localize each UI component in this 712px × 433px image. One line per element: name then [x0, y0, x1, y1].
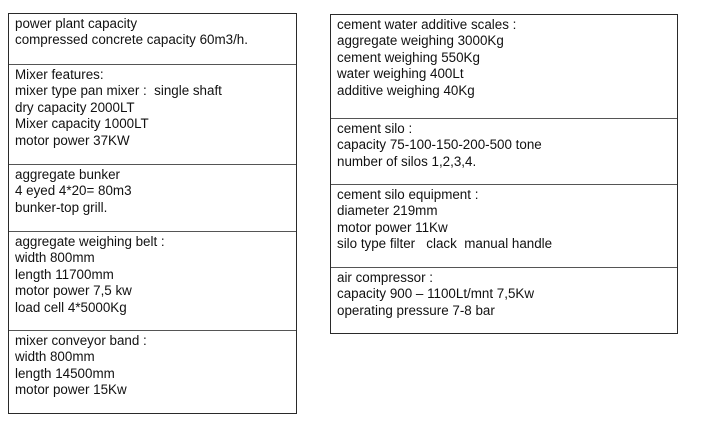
spec-line: operating pressure 7-8 bar	[337, 302, 495, 318]
section-mixer-conveyor-band	[9, 330, 296, 413]
spec-line: width 800mm	[15, 349, 95, 365]
section-cement-water-additive-scales	[331, 15, 677, 118]
spec-line: motor power 15Kw	[15, 382, 127, 398]
section-heading: air compressor :	[337, 270, 433, 285]
spec-line: water weighing 400Lt	[337, 66, 464, 82]
spec-line: Mixer capacity 1000LT	[15, 116, 149, 132]
spec-line: aggregate weighing 3000Kg	[337, 33, 504, 49]
section-air-compressor	[331, 267, 677, 333]
spec-line: cement weighing 550Kg	[337, 49, 480, 65]
spec-line: load cell 4*5000Kg	[15, 299, 127, 315]
section-heading: cement silo :	[337, 121, 413, 136]
section-heading: cement water additive scales :	[337, 17, 517, 32]
section-power-plant-capacity	[9, 14, 296, 64]
right-spec-table	[330, 14, 678, 334]
section-heading: power plant capacity	[15, 16, 138, 31]
spec-line: motor power 11Kw	[337, 219, 448, 235]
spec-line: capacity 75-100-150-200-500 tone	[337, 137, 542, 153]
section-aggregate-bunker	[9, 164, 296, 231]
spec-line: 4 eyed 4*20= 80m3	[15, 183, 132, 199]
section-cement-silo-equipment	[331, 184, 677, 267]
left-spec-table	[8, 13, 297, 414]
section-mixer-features	[9, 64, 296, 164]
section-heading: aggregate bunker	[15, 167, 120, 182]
section-cement-silo	[331, 118, 677, 184]
spec-line: diameter 219mm	[337, 203, 438, 219]
spec-line: number of silos 1,2,3,4.	[337, 153, 477, 169]
section-aggregate-weighing-belt	[9, 231, 296, 330]
spec-line: silo type filter clack manual handle	[337, 236, 553, 252]
spec-line: bunker-top grill.	[15, 199, 108, 215]
section-heading: mixer conveyor band :	[15, 333, 147, 348]
spec-line: mixer type pan mixer : single shaft	[15, 83, 222, 99]
section-heading: cement silo equipment :	[337, 187, 479, 202]
spec-line: capacity 900 – 1100Lt/mnt 7,5Kw	[337, 286, 535, 302]
spec-line: dry capacity 2000LT	[15, 99, 135, 115]
spec-line: width 800mm	[15, 250, 95, 266]
spec-line: motor power 7,5 kw	[15, 283, 132, 299]
section-heading: aggregate weighing belt :	[15, 234, 165, 249]
spec-line: length 11700mm	[15, 266, 114, 282]
spec-line: additive weighing 40Kg	[337, 82, 475, 98]
section-heading: Mixer features:	[15, 67, 104, 82]
spec-line: compressed concrete capacity 60m3/h.	[15, 32, 248, 48]
spec-line: length 14500mm	[15, 365, 115, 381]
spec-line: motor power 37KW	[15, 132, 130, 148]
